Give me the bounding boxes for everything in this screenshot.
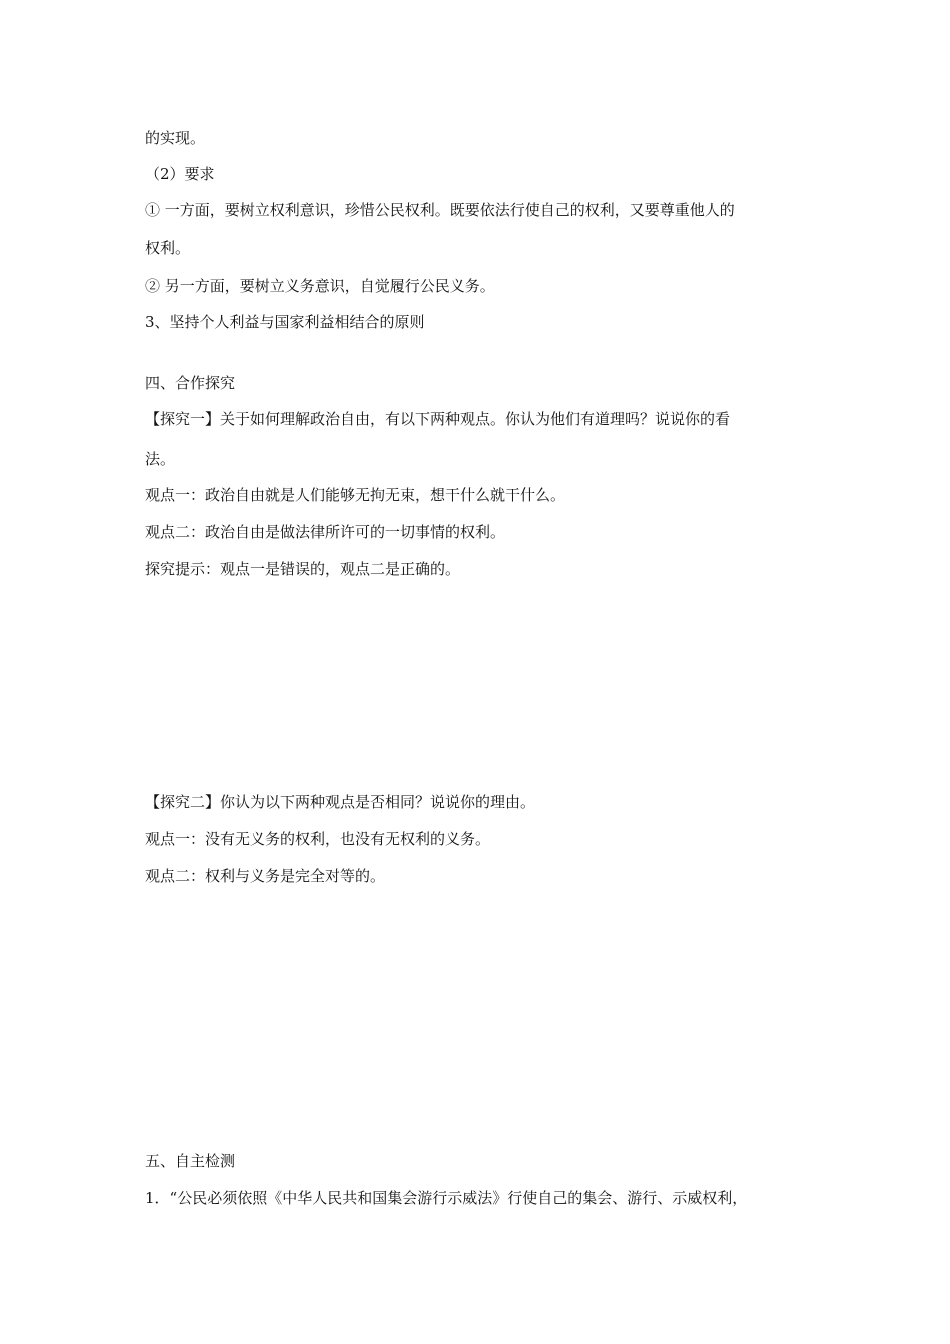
text-line: 法。: [145, 450, 176, 468]
viewpoint-one: 观点一：没有无义务的权利，也没有无权利的义务。: [145, 830, 491, 848]
question-one: 1．“公民必须依照《中华人民共和国集会游行示威法》行使自己的集会、游行、示威权利，: [145, 1189, 748, 1207]
viewpoint-two: 观点二：政治自由是做法律所许可的一切事情的权利。: [145, 523, 506, 541]
inquiry-hint: 探究提示：观点一是错误的，观点二是正确的。: [145, 560, 461, 578]
viewpoint-two: 观点二：权利与义务是完全对等的。: [145, 867, 386, 885]
inquiry-two-question: 【探究二】你认为以下两种观点是否相同？说说你的理由。: [145, 793, 536, 811]
text-line: ② 另一方面，要树立义务意识，自觉履行公民义务。: [145, 277, 495, 295]
principle-heading: 3、坚持个人利益与国家利益相结合的原则: [145, 313, 425, 331]
inquiry-one-question: 【探究一】关于如何理解政治自由，有以下两种观点。你认为他们有道理吗？说说你的看: [145, 410, 731, 428]
text-line: ① 一方面，要树立权利意识，珍惜公民权利。既要依法行使自己的权利，又要尊重他人的: [145, 201, 735, 219]
text-line: 的实现。: [145, 129, 206, 147]
viewpoint-one: 观点一：政治自由就是人们能够无拘无束，想干什么就干什么。: [145, 486, 566, 504]
section-heading-cooperative-inquiry: 四、合作探究: [145, 374, 236, 392]
section-heading-requirements: （2）要求: [145, 165, 215, 183]
text-line: 权利。: [145, 239, 191, 257]
section-heading-self-check: 五、自主检测: [145, 1152, 236, 1170]
